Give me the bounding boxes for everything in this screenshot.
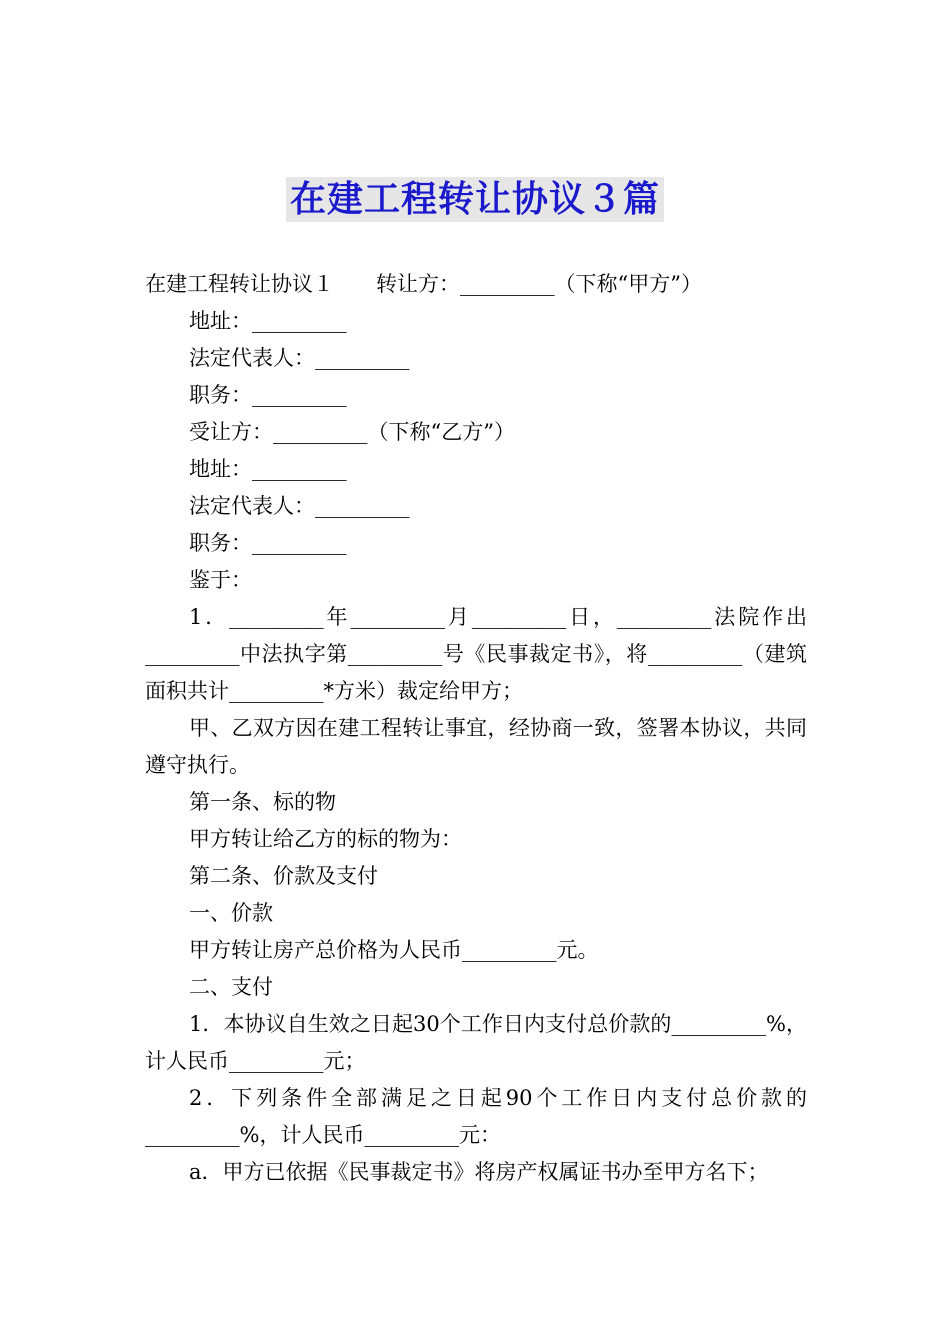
paragraph-position-a: 职务：_________ bbox=[189, 383, 347, 407]
paragraph-condition-a: a．甲方已依据《民事裁定书》将房产权属证书办至甲方名下； bbox=[189, 1160, 769, 1184]
paragraph-price-heading: 一、价款 bbox=[189, 901, 273, 925]
paragraph-transferee: 受让方：_________（下称“乙方”） bbox=[189, 420, 515, 444]
document-body bbox=[145, 266, 807, 1191]
paragraph-legal-rep-a: 法定代表人：_________ bbox=[189, 346, 410, 370]
document-title bbox=[0, 176, 950, 224]
paragraph-payment-2: 2．下列条件全部满足之日起90个工作日内支付总价款的_________%，计人民币_________元： bbox=[145, 1086, 807, 1147]
paragraph-address-b: 地址：_________ bbox=[189, 457, 347, 481]
paragraph-whereas: 鉴于： bbox=[189, 568, 252, 592]
paragraph-payment-1: 1．本协议自生效之日起30个工作日内支付总价款的_________%，计人民币_________元； bbox=[145, 1012, 807, 1073]
document-title-text: 在建工程转让协议３篇 bbox=[286, 177, 664, 222]
paragraph-article-2: 第二条、价款及支付 bbox=[189, 864, 378, 888]
paragraph-agreement: 甲、乙双方因在建工程转让事宜，经协商一致，签署本协议，共同遵守执行。 bbox=[145, 716, 807, 777]
paragraph-price: 甲方转让房产总价格为人民币_________元。 bbox=[189, 938, 599, 962]
paragraph-ruling: 1．_________年_________月_________日，_________法院作出_________中法执字第_________号《民事裁定书》，将_________（建筑面积共计_________*方米）裁定给甲方； bbox=[145, 605, 807, 703]
paragraph-legal-rep-b: 法定代表人：_________ bbox=[189, 494, 410, 518]
paragraph-subject: 甲方转让给乙方的标的物为： bbox=[189, 827, 462, 851]
paragraph-address-a: 地址：_________ bbox=[189, 309, 347, 333]
paragraph-heading-1: 在建工程转让协议１ 转让方：_________（下称“甲方”） bbox=[145, 272, 702, 296]
paragraph-payment-heading: 二、支付 bbox=[189, 975, 273, 999]
paragraph-position-b: 职务：_________ bbox=[189, 531, 347, 555]
paragraph-article-1: 第一条、标的物 bbox=[189, 790, 336, 814]
